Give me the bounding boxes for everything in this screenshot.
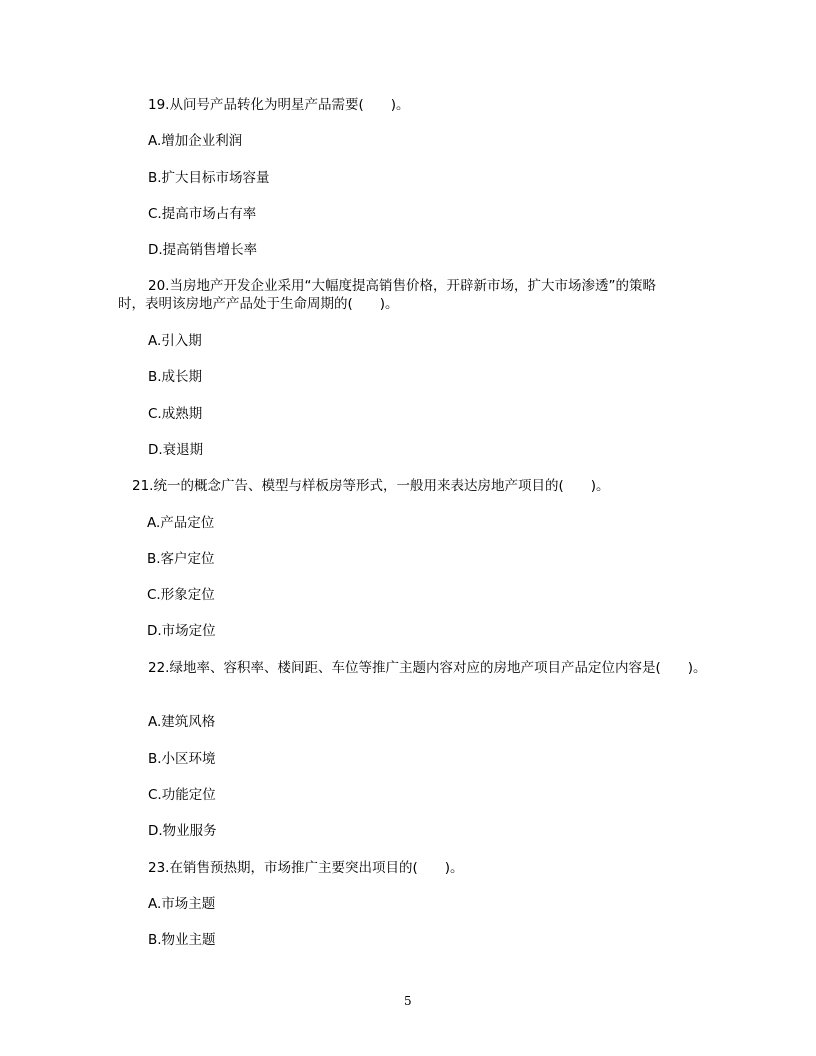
option-22-b: B.小区环境	[148, 751, 216, 767]
option-20-a: A.引入期	[148, 333, 202, 349]
option-20-d: D.衰退期	[148, 442, 204, 458]
option-19-d: D.提高销售增长率	[148, 242, 258, 258]
option-23-a: A.市场主题	[148, 896, 216, 912]
question-19: 19.从问号产品转化为明星产品需要( )。	[148, 97, 410, 113]
option-20-c: C.成熟期	[148, 406, 203, 422]
question-20-line1: 20.当房地产开发企业采用“大幅度提高销售价格，开辟新市场，扩大市场渗透”的策略	[148, 278, 656, 294]
page-number: 5	[404, 994, 412, 1008]
option-19-b: B.扩大目标市场容量	[148, 170, 270, 186]
option-21-b: B.客户定位	[147, 551, 215, 567]
option-22-d: D.物业服务	[148, 823, 217, 839]
option-21-c: C.形象定位	[147, 587, 215, 603]
option-22-a: A.建筑风格	[148, 714, 216, 730]
option-19-c: C.提高市场占有率	[148, 206, 257, 222]
option-21-a: A.产品定位	[147, 515, 215, 531]
question-23: 23.在销售预热期，市场推广主要突出项目的( )。	[148, 860, 464, 876]
option-22-c: C.功能定位	[148, 787, 216, 803]
question-20-line2: 时，表明该房地产产品处于生命周期的( )。	[118, 296, 399, 312]
option-23-b: B.物业主题	[148, 932, 216, 948]
option-21-d: D.市场定位	[147, 623, 216, 639]
option-19-a: A.增加企业利润	[148, 133, 243, 149]
option-20-b: B.成长期	[148, 369, 203, 385]
question-21: 21.统一的概念广告、模型与样板房等形式，一般用来表达房地产项目的( )。	[132, 478, 610, 494]
question-22: 22.绿地率、容积率、楼间距、车位等推广主题内容对应的房地产项目产品定位内容是( )。	[148, 660, 707, 676]
